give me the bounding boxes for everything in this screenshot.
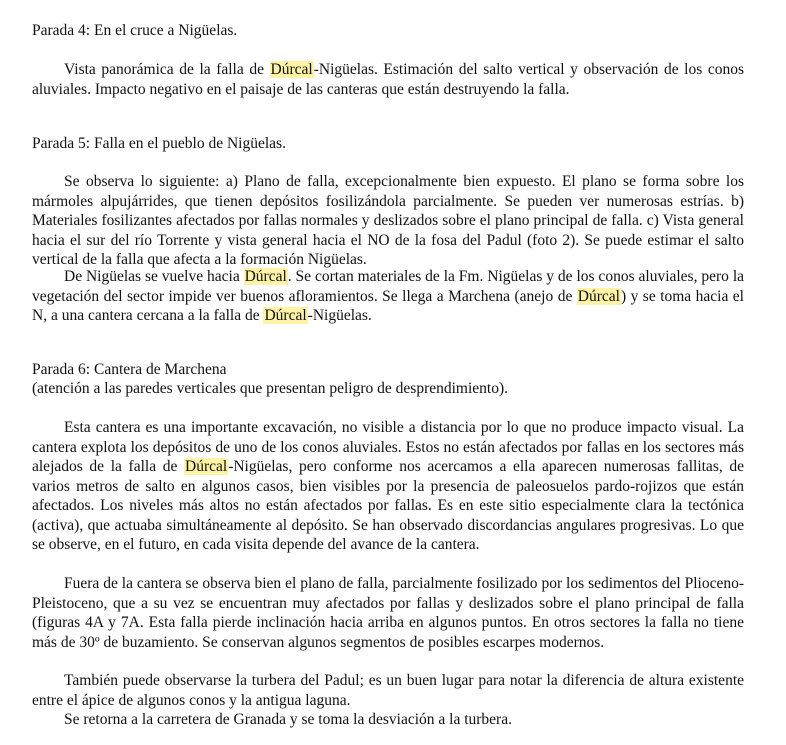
text-run: . Se cortan materiales de la Fm. Nigüelas y de los conos aluviales, pero la vegetación del sector impide ver buenos afloramientos. Se llega a Marchena (anejo de (32, 268, 744, 305)
text-run: También puede observarse la turbera del Padul; es un buen lugar para notar la diferencia de altura existente entre el ápice de algunos conos y la antigua laguna. (32, 672, 744, 709)
paragraph (32, 267, 744, 326)
text-run: -Nigüelas. (307, 307, 372, 324)
paragraph (32, 418, 744, 555)
section-heading-parada-5: Parada 5: Falla en el pueblo de Nigüelas. (32, 135, 286, 152)
text-run: Fuera de la cantera se observa bien el plano de falla, parcialmente fosilizado por los sedimentos del Plioceno-Pleistoceno, que a su vez se encuentran muy afectados por fallas y deslizados sobre el plano principal de falla (figuras 4A y 7A. Esta falla pierde inclinación hacia arriba en algunos puntos. En otros sectores la falla no tiene más de 30º de buzamiento. Se conservan algunos segmentos de posibles escarpes modernos. (32, 575, 744, 651)
highlighted-term: Dúrcal (270, 61, 313, 78)
section-heading-parada-6: Parada 6: Cantera de Marchena (32, 361, 227, 378)
paragraph (32, 671, 744, 710)
text-run: ) y se toma hacia el N, a una cantera cercana a la falla de (32, 287, 744, 324)
paragraph (32, 574, 744, 652)
text-run: Se retorna a la carretera de Granada y se toma la desviación a la turbera. (64, 711, 512, 728)
section-heading-parada-4: Parada 4: En el cruce a Nigüelas. (32, 22, 238, 39)
paragraph (32, 710, 744, 730)
highlighted-term: Dúrcal (244, 268, 287, 285)
text-run: De Nigüelas se vuelve hacia (64, 268, 244, 285)
paragraph (32, 60, 744, 99)
paragraph (32, 172, 744, 270)
text-run: -Nigüelas. Estimación del salto vertical y observación de los conos aluviales. Impacto negativo en el paisaje de las canteras que están destruyendo la falla. (32, 61, 744, 98)
text-run: Vista panorámica de la falla de (64, 61, 270, 78)
highlighted-term: Dúrcal (577, 287, 620, 305)
section-subheading-warning: (atención a las paredes verticales que presentan peligro de desprendimiento). (32, 380, 508, 397)
text-run: Esta cantera es una importante excavación, no visible a distancia por lo que no produce impacto visual. La cantera explota los depósitos de uno de los conos aluviales. Estos no están afectados por fallas en los sectores más alejados de la falla de (32, 419, 744, 475)
highlighted-term: Dúrcal (264, 307, 307, 324)
text-run: -Nigüelas, pero conforme nos acercamos a ella aparecen numerosas fallitas, de varios metros de salto en algunos casos, bien visibles por la presencia de paleosuelos pardo-rojizos que están afectados. Los niveles más altos no están afectados por fallas. Es en este sitio especialmente clara la tectónica (activa), que actuaba simultáneamente al depósito. Se han observado discordancias angulares progresivas. Lo que se observe, en el futuro, en cada visita depende del avance de la cantera. (32, 458, 745, 553)
text-run: Se observa lo siguiente: a) Plano de falla, excepcionalmente bien expuesto. El plano se forma sobre los mármoles alpujárrides, que tienen depósitos fosilizándola parcialmente. Se pueden ver numerosas estrías. b) Materiales fosilizantes afectados por fallas normales y deslizados sobre el plano principal de falla. c) Vista general hacia el sur del río Torrente y vista general hacia el NO de la fosa del Padul (foto 2). Se puede estimar el salto vertical de la falla que afecta a la formación Nigüelas. (32, 173, 744, 268)
highlighted-term: Dúrcal (185, 458, 228, 475)
